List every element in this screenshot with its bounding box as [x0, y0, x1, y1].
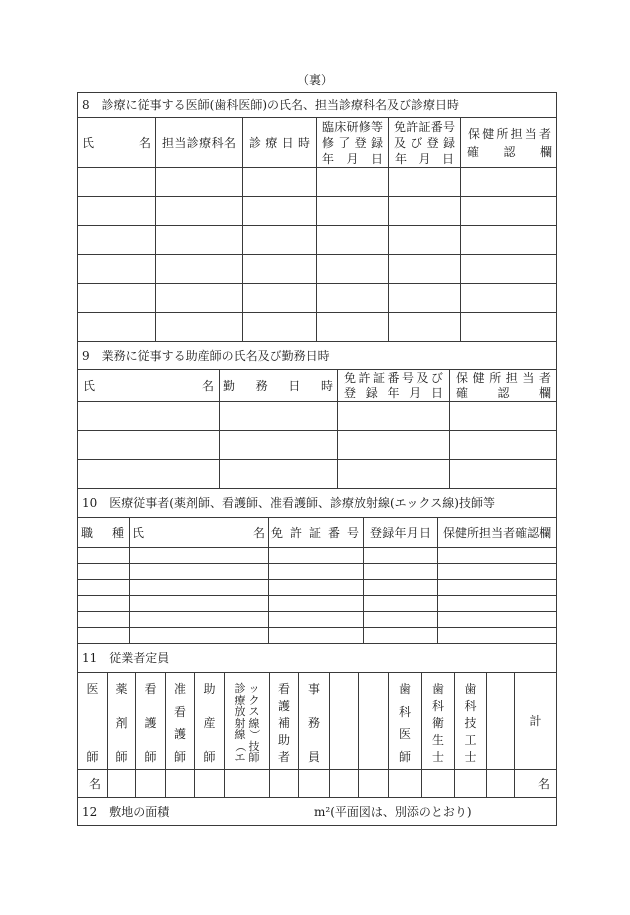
- s9-cell: [338, 402, 450, 430]
- s10-cell: [438, 628, 557, 643]
- section-11-count-row: [78, 770, 557, 798]
- s11-count-cell: [225, 770, 270, 797]
- s8-department-label: 担 当 診 療 科 名: [162, 135, 236, 150]
- s8-name-header: [78, 118, 156, 167]
- s8-cell: [461, 226, 557, 254]
- s11-radiology-technician-label-col-2: ッ ク ス 線 ） 技 師: [247, 682, 261, 764]
- s8-license-line-1: 免 許 証 番 号: [394, 119, 455, 134]
- s10-cell: [78, 580, 130, 595]
- s10-row: [78, 580, 557, 596]
- s11-dentist-label: 歯 科 医 師: [398, 682, 411, 764]
- s8-cell: [78, 255, 156, 283]
- s11-total-label: 計: [529, 714, 542, 728]
- s11-midwife-label: 助 産 師: [203, 682, 216, 764]
- s10-job-type-label: 職 種: [81, 525, 124, 540]
- s11-count-cell: [136, 770, 166, 797]
- s11-count-cell: [78, 770, 108, 797]
- section-12-cell: [78, 798, 557, 825]
- section-11-heading-row: [78, 644, 557, 673]
- s9-row: [78, 431, 557, 460]
- s10-cell: [438, 596, 557, 611]
- s10-cell: [130, 628, 269, 643]
- s10-cell: [78, 548, 130, 563]
- s8-schedule-label: 診 療 日 時: [249, 135, 310, 150]
- s10-cell: [269, 548, 364, 563]
- s11-count-cell: [389, 770, 422, 797]
- s9-name-label: 氏 名: [83, 378, 214, 393]
- s8-cell: [78, 313, 156, 341]
- s10-cell: [438, 612, 557, 627]
- s10-cell: [130, 580, 269, 595]
- s10-cell: [78, 564, 130, 579]
- s8-cell: [156, 168, 243, 196]
- s10-name-header: [130, 518, 269, 547]
- s11-unit-label: 名: [88, 776, 101, 791]
- s8-cell: [78, 197, 156, 225]
- s8-training-line-1: 臨 床 研 修 等: [322, 119, 383, 134]
- s11-dental-technician-label: 歯 科 技 工 士: [464, 682, 477, 764]
- section-8-heading: 8 診療に従事する医師(歯科医師)の氏名、担当診療科名及び診療日時: [78, 93, 557, 117]
- s11-doctor-label: 医 師: [86, 682, 99, 764]
- s9-license-line-1: 免 許 証 番 号 及 び: [344, 370, 443, 385]
- s8-cell: [461, 255, 557, 283]
- s11-count-cell: [270, 770, 299, 797]
- s10-row: [78, 628, 557, 644]
- s8-cell: [243, 284, 317, 312]
- s11-assistant-nurse-label: 准 看 護 師: [173, 682, 186, 764]
- s8-check-line-1: 保 健 所 担 当 者: [468, 126, 551, 141]
- s8-cell: [389, 313, 461, 341]
- s10-license-label: 免 許 証 番 号: [271, 525, 359, 540]
- section-10-heading: 10 医療従事者(薬剤師、看護師、准看護師、診療放射線(エックス線)技師等: [78, 489, 557, 517]
- s9-cell: [338, 431, 450, 459]
- s8-cell: [78, 168, 156, 196]
- s10-name-label: 氏 名: [132, 525, 265, 540]
- section-8-heading-row: [78, 93, 557, 118]
- s10-check-header: [438, 518, 557, 547]
- s8-cell: [243, 226, 317, 254]
- s10-cell: [269, 612, 364, 627]
- s10-cell: [438, 580, 557, 595]
- s10-cell: [130, 564, 269, 579]
- s10-cell: [78, 596, 130, 611]
- s8-cell: [317, 313, 389, 341]
- s11-count-cell: [359, 770, 389, 797]
- s8-cell: [317, 168, 389, 196]
- s9-name-header: [78, 370, 220, 401]
- s8-cell: [243, 168, 317, 196]
- s11-count-cell: [330, 770, 359, 797]
- s8-row: [78, 197, 557, 226]
- s10-check-label: 保 健 所 担 当 者 確 認 欄: [443, 525, 552, 540]
- s10-cell: [364, 564, 438, 579]
- s10-cell: [364, 612, 438, 627]
- s9-cell: [450, 460, 557, 488]
- s8-cell: [317, 197, 389, 225]
- form-table: [77, 92, 557, 826]
- s9-cell: [220, 402, 338, 430]
- s10-cell: [364, 548, 438, 563]
- s8-check-line-2: 確 認 欄: [467, 144, 552, 159]
- s10-cell: [269, 564, 364, 579]
- s8-cell: [78, 284, 156, 312]
- s10-row: [78, 612, 557, 628]
- s10-license-header: [269, 518, 364, 547]
- s11-count-cell: [455, 770, 487, 797]
- section-12-row: [78, 798, 557, 826]
- s11-blank-header: [359, 673, 389, 769]
- section-8-header-row: [78, 118, 557, 168]
- s11-pharmacist-label: 薬 剤 師: [115, 682, 128, 764]
- s9-cell: [78, 460, 220, 488]
- s8-license-header: [389, 118, 461, 167]
- s10-row: [78, 564, 557, 580]
- s8-cell: [243, 313, 317, 341]
- s10-cell: [269, 596, 364, 611]
- s11-nurse-header: [136, 673, 166, 769]
- s10-cell: [130, 612, 269, 627]
- s8-schedule-header: [243, 118, 317, 167]
- s10-cell: [78, 628, 130, 643]
- s10-row: [78, 548, 557, 564]
- s8-cell: [389, 168, 461, 196]
- s11-radiology-technician-label-col-1: 診 療 放 射 線 （ エ: [233, 682, 247, 764]
- s10-registration-label: 登 録 年 月 日: [370, 525, 431, 540]
- s9-row: [78, 402, 557, 431]
- s11-count-cell: [108, 770, 136, 797]
- s9-check-line-2: 確 認 欄: [456, 385, 551, 400]
- s11-count-cell: [422, 770, 455, 797]
- section-9-heading: 9 業務に従事する助産師の氏名及び勤務日時: [78, 342, 557, 369]
- s8-cell: [317, 226, 389, 254]
- s11-count-cell: [195, 770, 225, 797]
- s8-license-line-3: 年 月 日: [395, 151, 454, 166]
- s10-cell: [364, 580, 438, 595]
- s11-count-cell: [166, 770, 195, 797]
- section-12-heading: 12 敷地の面積: [82, 804, 170, 819]
- s8-check-header: [461, 118, 557, 167]
- s11-nursing-assistant-header: [270, 673, 299, 769]
- s9-cell: [78, 431, 220, 459]
- s8-row: [78, 226, 557, 255]
- s11-total-count-cell: [515, 770, 557, 797]
- s9-check-line-1: 保 健 所 担 当 者: [456, 370, 551, 385]
- s9-cell: [450, 431, 557, 459]
- s11-clerk-label: 事 務 員: [307, 682, 320, 764]
- section-9-heading-row: [78, 342, 557, 370]
- s11-doctor-header: [78, 673, 108, 769]
- section-12-area-note: m²(平面図は、別添のとおり): [314, 804, 472, 819]
- s10-cell: [78, 612, 130, 627]
- s10-registration-header: [364, 518, 438, 547]
- s11-pharmacist-header: [108, 673, 136, 769]
- s9-cell: [78, 402, 220, 430]
- s8-cell: [461, 313, 557, 341]
- s8-cell: [156, 284, 243, 312]
- s9-schedule-header: [220, 370, 338, 401]
- s8-training-line-2: 修 了 登 録: [322, 135, 383, 150]
- s11-dentist-header: [389, 673, 422, 769]
- s9-cell: [220, 460, 338, 488]
- s8-department-header: [156, 118, 243, 167]
- s8-cell: [317, 284, 389, 312]
- s11-clerk-header: [299, 673, 330, 769]
- s8-row: [78, 313, 557, 342]
- s8-cell: [243, 255, 317, 283]
- s8-cell: [156, 226, 243, 254]
- s8-cell: [389, 255, 461, 283]
- s10-cell: [269, 628, 364, 643]
- section-9-header-row: [78, 370, 557, 402]
- s11-blank-header: [330, 673, 359, 769]
- s9-cell: [450, 402, 557, 430]
- s10-cell: [438, 548, 557, 563]
- s11-dental-technician-header: [455, 673, 487, 769]
- s11-count-cell: [299, 770, 330, 797]
- s11-total-unit-label: 名: [537, 776, 550, 791]
- s8-cell: [243, 197, 317, 225]
- s8-cell: [156, 197, 243, 225]
- s9-schedule-label: 勤 務 日 時: [223, 378, 333, 393]
- s9-license-header: [338, 370, 450, 401]
- s8-cell: [317, 255, 389, 283]
- s11-dental-hygienist-label: 歯 科 衛 生 士: [431, 682, 444, 764]
- section-11-header-row: [78, 673, 557, 770]
- s11-nurse-label: 看 護 師: [144, 682, 157, 764]
- s8-license-line-2: 及 び 登 録: [394, 135, 455, 150]
- s11-count-cell: [487, 770, 515, 797]
- s10-cell: [269, 580, 364, 595]
- s8-row: [78, 284, 557, 313]
- s10-cell: [438, 564, 557, 579]
- page-side-label: （裏）: [296, 73, 333, 87]
- s9-cell: [338, 460, 450, 488]
- s9-cell: [220, 431, 338, 459]
- s8-cell: [461, 197, 557, 225]
- s8-row: [78, 255, 557, 284]
- s10-cell: [364, 596, 438, 611]
- s8-cell: [389, 226, 461, 254]
- s8-name-label: 氏 名: [82, 135, 151, 150]
- s9-license-line-2: 登 録 年 月 日: [344, 385, 443, 400]
- s10-cell: [130, 548, 269, 563]
- s11-radiology-technician-header: [225, 673, 270, 769]
- s8-cell: [461, 284, 557, 312]
- s11-midwife-header: [195, 673, 225, 769]
- s10-job-type-header: [78, 518, 130, 547]
- s8-cell: [389, 197, 461, 225]
- s11-dental-hygienist-header: [422, 673, 455, 769]
- s11-blank-header: [487, 673, 515, 769]
- section-10-heading-row: [78, 489, 557, 518]
- section-10-header-row: [78, 518, 557, 548]
- s8-cell: [461, 168, 557, 196]
- s10-row: [78, 596, 557, 612]
- s10-cell: [364, 628, 438, 643]
- s8-cell: [156, 313, 243, 341]
- s9-check-header: [450, 370, 557, 401]
- s8-training-line-3: 年 月 日: [322, 151, 383, 166]
- s11-nursing-assistant-label: 看 護 補 助 者: [277, 682, 290, 764]
- s11-total-header: [515, 673, 557, 769]
- s8-row: [78, 168, 557, 197]
- s10-cell: [130, 596, 269, 611]
- s8-training-header: [317, 118, 389, 167]
- s8-cell: [156, 255, 243, 283]
- s8-cell: [389, 284, 461, 312]
- section-11-heading: 11 従業者定員: [78, 644, 557, 672]
- s11-assistant-nurse-header: [166, 673, 195, 769]
- s9-row: [78, 460, 557, 489]
- s8-cell: [78, 226, 156, 254]
